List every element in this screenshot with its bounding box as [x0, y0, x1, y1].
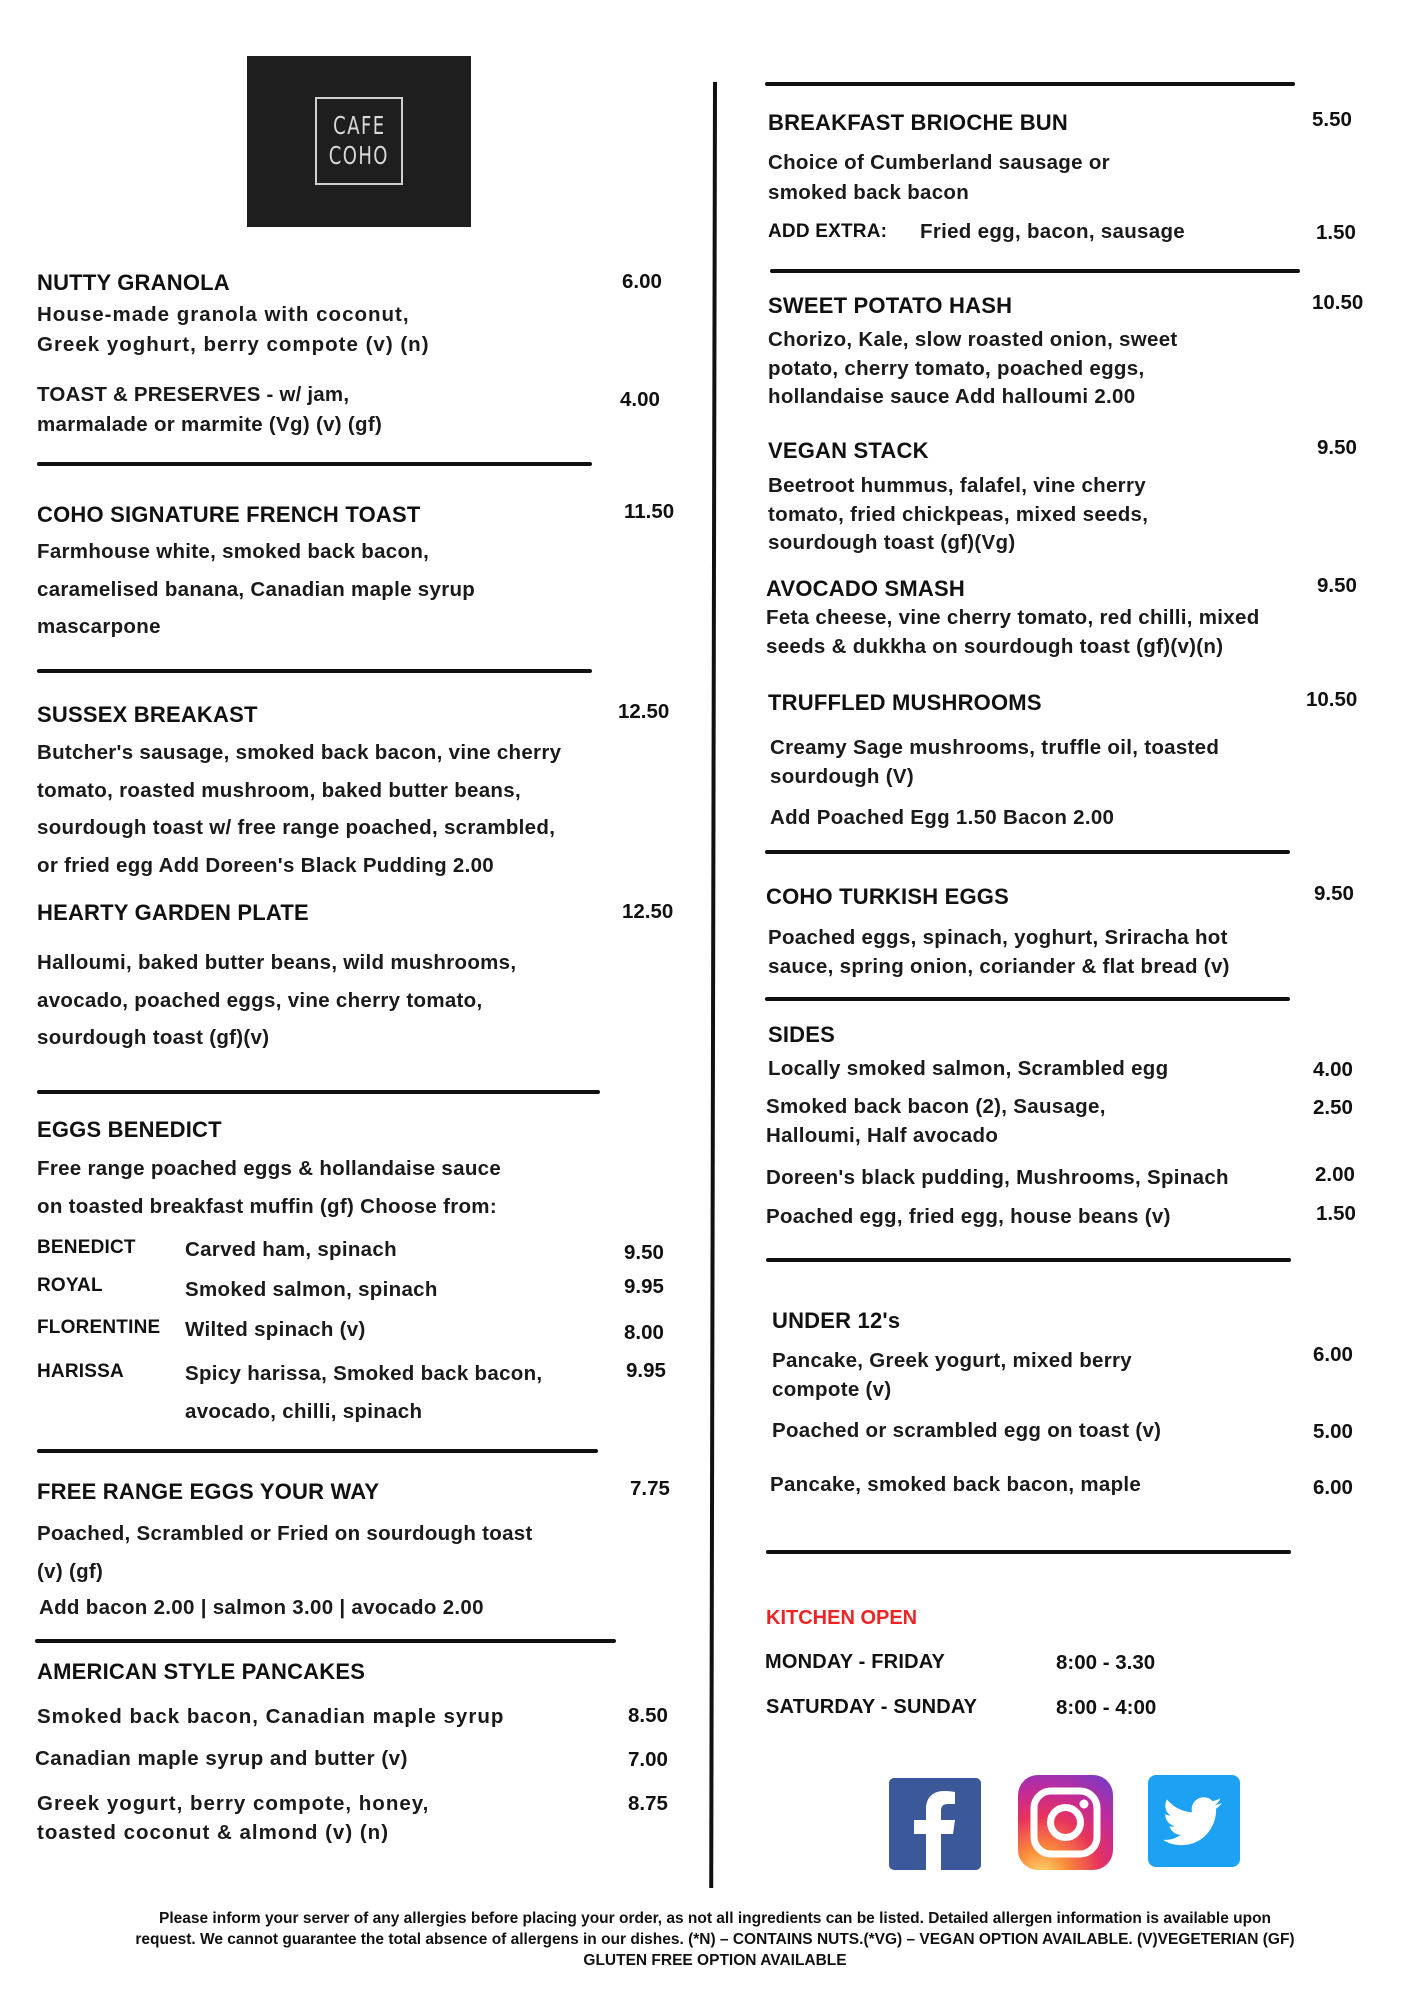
- add-extra-price: 1.50: [1316, 221, 1356, 244]
- desc-line: on toasted breakfast muffin (gf) Choose from:: [37, 1194, 497, 1218]
- desc-line: Farmhouse white, smoked back bacon,: [37, 540, 430, 563]
- item-title-sweet-potato: SWEET POTATO HASH: [768, 293, 1013, 318]
- desc-line: Creamy Sage mushrooms, truffle oil, toasted: [770, 736, 1220, 759]
- item-desc-sussex: [37, 734, 561, 884]
- desc-line: caramelised banana, Canadian maple syrup: [37, 577, 476, 601]
- desc-line: seeds & dukkha on sourdough toast (gf)(v)(n): [766, 634, 1224, 658]
- logo-text-line2: COHO: [328, 141, 390, 170]
- under12-desc: [772, 1347, 1132, 1404]
- desc-line: Pancake, Greek yogurt, mixed berry: [772, 1349, 1133, 1372]
- item-desc-avocado-smash: [766, 604, 1260, 661]
- desc-line: Choice of Cumberland sausage or: [768, 151, 1110, 174]
- pancake-option-desc: [37, 1790, 429, 1847]
- under12-price: 6.00: [1313, 1343, 1353, 1366]
- desc-line: avocado, chilli, spinach: [185, 1399, 423, 1423]
- item-price-sweet-potato: 10.50: [1312, 291, 1364, 314]
- item-desc-turkish: [768, 924, 1230, 981]
- desc-line: Smoked back bacon (2), Sausage,: [766, 1095, 1106, 1118]
- item-desc-brioche: [768, 148, 1110, 208]
- item-title-pancakes: AMERICAN STYLE PANCAKES: [37, 1659, 366, 1684]
- desc-line: toasted coconut & almond (v) (n): [37, 1820, 390, 1844]
- item-title-truffled: TRUFFLED MUSHROOMS: [768, 690, 1042, 715]
- item-desc-french-toast: [37, 533, 475, 646]
- option-price-florentine: 8.00: [624, 1321, 664, 1344]
- desc-line: Chorizo, Kale, slow roasted onion, sweet: [768, 328, 1178, 351]
- pancake-option-desc: Canadian maple syrup and butter (v): [35, 1747, 408, 1770]
- facebook-icon[interactable]: [889, 1778, 981, 1870]
- desc-line: sourdough toast (gf)(v): [37, 1026, 270, 1049]
- allergen-notice: [40, 1908, 1390, 1971]
- section-divider: [765, 850, 1290, 854]
- desc-line: marmalade or marmite (Vg) (v) (gf): [37, 413, 383, 436]
- desc-line: Greek yogurt, berry compote, honey,: [37, 1792, 430, 1815]
- item-price-toast-preserves: 4.00: [620, 388, 660, 411]
- desc-line: tomato, fried chickpeas, mixed seeds,: [768, 502, 1149, 526]
- item-desc-vegan-stack: [768, 472, 1148, 558]
- pancake-option-price: 8.50: [628, 1704, 668, 1727]
- item-title-sussex: SUSSEX BREAKAST: [37, 702, 258, 727]
- free-range-addons: Add bacon 2.00 | salmon 3.00 | avocado 2.00: [39, 1596, 484, 1619]
- item-desc-nutty-granola: [37, 300, 430, 360]
- item-title-vegan-stack: VEGAN STACK: [768, 438, 929, 463]
- add-extra-label: ADD EXTRA:: [768, 221, 888, 242]
- desc-line: Beetroot hummus, falafel, vine cherry: [768, 474, 1146, 497]
- under12-price: 6.00: [1313, 1476, 1353, 1499]
- truffled-addons: Add Poached Egg 1.50 Bacon 2.00: [770, 806, 1115, 829]
- hours-days: SATURDAY - SUNDAY: [766, 1696, 978, 1718]
- section-divider: [35, 1639, 616, 1643]
- twitter-glyph: [1148, 1775, 1240, 1867]
- desc-line: tomato, roasted mushroom, baked butter beans,: [37, 778, 521, 802]
- desc-line: Halloumi, baked butter beans, wild mushrooms,: [37, 951, 517, 974]
- desc-line: avocado, poached eggs, vine cherry tomato,: [37, 988, 483, 1012]
- section-divider: [37, 1090, 600, 1094]
- section-divider: [770, 269, 1300, 273]
- item-price-avocado-smash: 9.50: [1317, 574, 1357, 597]
- desc-line: sourdough (V): [770, 764, 914, 788]
- facebook-glyph: [889, 1778, 981, 1870]
- desc-line: Butcher's sausage, smoked back bacon, vine cherry: [37, 741, 562, 764]
- option-desc-florentine: Wilted spinach (v): [185, 1318, 366, 1341]
- option-desc-royal: Smoked salmon, spinach: [185, 1278, 438, 1301]
- desc-line: or fried egg Add Doreen's Black Pudding 2.00: [37, 853, 495, 877]
- twitter-icon[interactable]: [1148, 1775, 1240, 1867]
- item-title-nutty-granola: NUTTY GRANOLA: [37, 270, 230, 295]
- item-title-eggs-benedict: EGGS BENEDICT: [37, 1117, 222, 1142]
- section-divider: [766, 1258, 1291, 1262]
- logo-text-line1: CAFE: [332, 111, 386, 140]
- section-title-under12: UNDER 12's: [772, 1308, 901, 1333]
- item-title-turkish: COHO TURKISH EGGS: [766, 884, 1009, 909]
- side-desc: Poached egg, fried egg, house beans (v): [766, 1205, 1171, 1228]
- option-name-harissa: HARISSA: [37, 1361, 124, 1382]
- side-price: 2.50: [1313, 1096, 1353, 1119]
- pancake-option-price: 7.00: [628, 1748, 668, 1771]
- option-name-florentine: FLORENTINE: [37, 1317, 161, 1338]
- side-desc: [766, 1093, 1106, 1150]
- option-name-royal: ROYAL: [37, 1275, 103, 1296]
- pancake-option-desc: Smoked back bacon, Canadian maple syrup: [37, 1705, 505, 1728]
- under12-price: 5.00: [1313, 1420, 1353, 1443]
- item-price-french-toast: 11.50: [624, 500, 675, 523]
- pancake-option-price: 8.75: [628, 1792, 668, 1815]
- side-price: 4.00: [1313, 1058, 1353, 1081]
- side-desc: Doreen's black pudding, Mushrooms, Spinach: [766, 1166, 1229, 1189]
- under12-desc: Poached or scrambled egg on toast (v): [772, 1419, 1162, 1442]
- instagram-glyph: [1018, 1775, 1113, 1870]
- item-price-brioche: 5.50: [1312, 108, 1352, 131]
- add-extra-desc: Fried egg, bacon, sausage: [920, 220, 1185, 243]
- option-desc-benedict: Carved ham, spinach: [185, 1238, 397, 1261]
- side-price: 2.00: [1315, 1163, 1355, 1186]
- section-divider: [37, 1449, 598, 1453]
- hours-days: MONDAY - FRIDAY: [765, 1651, 946, 1673]
- desc-line: Poached, Scrambled or Fried on sourdough toast: [37, 1522, 533, 1545]
- side-desc: Locally smoked salmon, Scrambled egg: [768, 1057, 1169, 1080]
- item-title-avocado-smash: AVOCADO SMASH: [766, 576, 965, 601]
- section-divider: [37, 462, 592, 466]
- under12-desc: Pancake, smoked back bacon, maple: [770, 1473, 1142, 1496]
- desc-line: Free range poached eggs & hollandaise sauce: [37, 1157, 502, 1180]
- item-price-turkish: 9.50: [1314, 882, 1354, 905]
- desc-line: Halloumi, Half avocado: [766, 1123, 999, 1147]
- desc-line: sourdough toast (gf)(Vg): [768, 531, 1016, 554]
- hours-time: 8:00 - 3.30: [1056, 1651, 1156, 1674]
- section-divider: [765, 82, 1295, 86]
- item-desc-free-range: [37, 1515, 533, 1590]
- desc-line: Spicy harissa, Smoked back bacon,: [185, 1362, 543, 1385]
- item-title-free-range: FREE RANGE EGGS YOUR WAY: [37, 1479, 380, 1504]
- desc-line: sourdough toast w/ free range poached, scrambled,: [37, 816, 556, 839]
- option-price-benedict: 9.50: [624, 1241, 664, 1264]
- side-price: 1.50: [1316, 1202, 1356, 1225]
- desc-line: compote (v): [772, 1377, 892, 1401]
- section-divider: [37, 669, 592, 673]
- item-price-sussex: 12.50: [618, 700, 670, 723]
- allergen-line-1: Please inform your server of any allergies before placing your order, as not all ingredients can be listed. Detailed allergen information is available upon: [158, 1910, 1272, 1927]
- option-name-benedict: BENEDICT: [37, 1237, 136, 1258]
- desc-line: Poached eggs, spinach, yoghurt, Sriracha hot: [768, 926, 1228, 949]
- section-title-sides: SIDES: [768, 1022, 836, 1047]
- column-divider: [709, 82, 717, 1888]
- kitchen-open-heading: KITCHEN OPEN: [766, 1607, 918, 1629]
- desc-line: Greek yoghurt, berry compote (v) (n): [37, 333, 430, 356]
- desc-line: potato, cherry tomato, poached eggs,: [768, 356, 1145, 380]
- desc-line: mascarpone: [37, 615, 161, 638]
- item-desc-hearty: [37, 944, 516, 1057]
- item-toast-preserves: [37, 380, 382, 440]
- section-divider: [766, 1550, 1291, 1554]
- option-price-royal: 9.95: [624, 1275, 664, 1298]
- item-title-toast-preserves: TOAST & PRESERVES - w/ jam,: [37, 383, 350, 406]
- desc-line: sauce, spring onion, coriander & flat bread (v): [768, 954, 1230, 978]
- item-desc-sweet-potato: [768, 326, 1178, 412]
- item-desc-eggs-benedict: [37, 1150, 501, 1225]
- instagram-icon[interactable]: [1018, 1775, 1113, 1870]
- allergen-line-2: request. We cannot guarantee the total absence of allergens in our dishes. (*N) – CONTAINS NUTS.(*VG) – VEGAN OPTION AVAILABLE. (V)VEGETERIAN (GF): [135, 1931, 1295, 1948]
- item-title-brioche: BREAKFAST BRIOCHE BUN: [768, 110, 1068, 135]
- desc-line: smoked back bacon: [768, 181, 970, 204]
- item-price-nutty-granola: 6.00: [622, 270, 662, 293]
- item-price-free-range: 7.75: [630, 1477, 670, 1500]
- item-price-vegan-stack: 9.50: [1317, 436, 1357, 459]
- item-title-french-toast: COHO SIGNATURE FRENCH TOAST: [37, 502, 421, 527]
- logo-frame: [315, 97, 403, 185]
- desc-line: (v) (gf): [37, 1559, 104, 1583]
- option-price-harissa: 9.95: [626, 1359, 666, 1382]
- desc-line: House-made granola with coconut,: [37, 303, 410, 326]
- section-divider: [765, 997, 1290, 1001]
- desc-line: Feta cheese, vine cherry tomato, red chilli, mixed: [766, 606, 1260, 629]
- item-price-truffled: 10.50: [1306, 688, 1358, 711]
- allergen-line-3: GLUTEN FREE OPTION AVAILABLE: [583, 1952, 847, 1969]
- item-title-hearty: HEARTY GARDEN PLATE: [37, 900, 309, 925]
- option-desc-harissa: [185, 1355, 542, 1430]
- hours-time: 8:00 - 4:00: [1056, 1696, 1157, 1719]
- item-price-hearty: 12.50: [622, 900, 674, 923]
- item-desc-truffled: [770, 734, 1219, 791]
- desc-line: hollandaise sauce Add halloumi 2.00: [768, 385, 1136, 408]
- cafe-logo: [247, 56, 471, 227]
